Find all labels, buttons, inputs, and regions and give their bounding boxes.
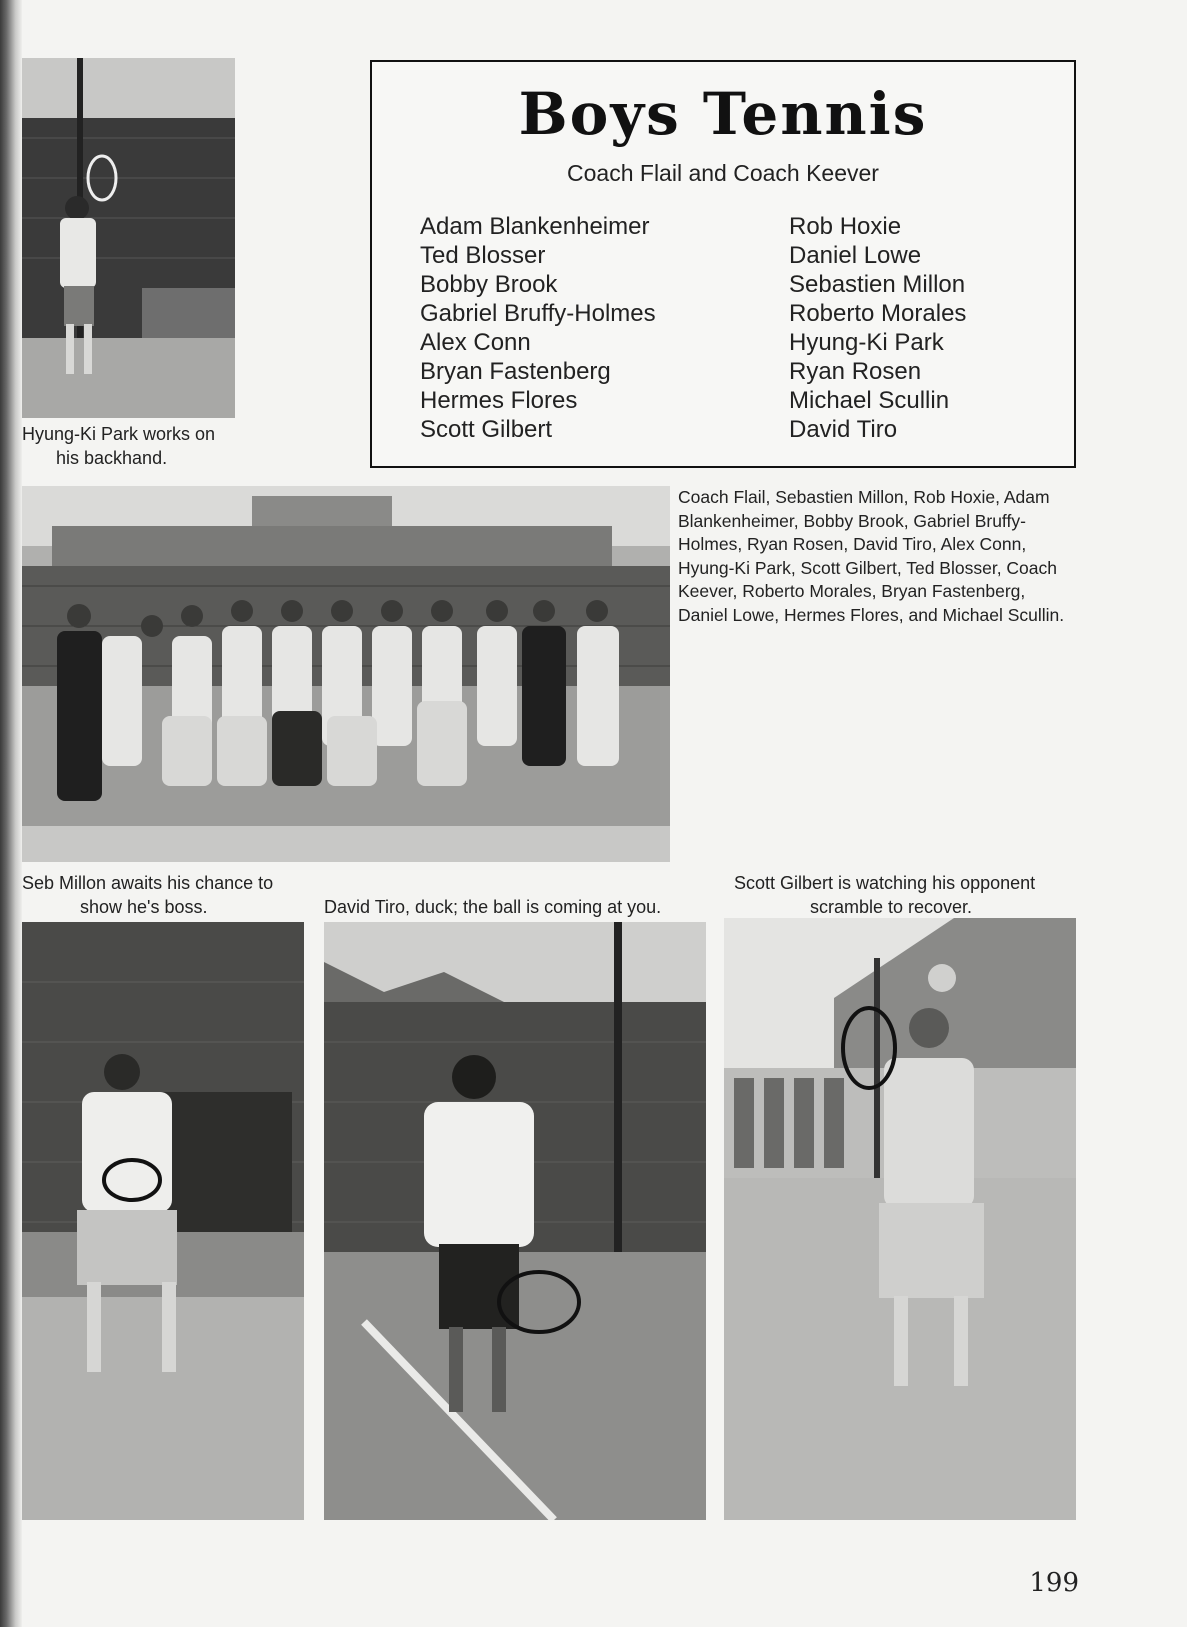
roster-name: Ryan Rosen — [789, 358, 922, 385]
caption-tiro: David Tiro, duck; the ball is coming at you. — [324, 897, 662, 917]
roster-name: Adam Blankenheimer — [420, 213, 650, 240]
photo-david-tiro — [324, 922, 706, 1520]
roster-left-column — [420, 212, 656, 444]
coaches-subtitle: Coach Flail and Coach Keever — [567, 160, 879, 186]
roster-name: Ted Blosser — [420, 242, 546, 269]
photo-park-backhand — [22, 58, 235, 418]
roster-name: Roberto Morales — [789, 300, 967, 327]
caption-seb-line2: show he's boss. — [80, 897, 208, 917]
roster-name: Hyung-Ki Park — [789, 329, 944, 356]
roster-name: Michael Scullin — [789, 387, 950, 414]
roster-name: Hermes Flores — [420, 387, 578, 414]
page-binding-edge — [0, 0, 22, 1627]
roster-right-column — [789, 212, 966, 444]
roster-name: Rob Hoxie — [789, 213, 902, 240]
roster-name: Bryan Fastenberg — [420, 358, 611, 385]
caption-team: Coach Flail, Sebastien Millon, Rob Hoxie, Adam Blankenheimer, Bobby Brook, Gabriel Bruffy-Holmes, Ryan Rosen, David Tiro, Alex Conn, Hyung-Ki Park, Scott Gilbert, Ted Blosser, Coach Keever, Roberto Morales, Bryan Fastenberg, Daniel Lowe, Hermes Flores, and Michael Scullin. — [678, 487, 1065, 625]
caption-gilbert-line1: Scott Gilbert is watching his opponent — [734, 873, 1036, 893]
caption-gilbert-line2: scramble to recover. — [810, 897, 973, 917]
photo-scott-gilbert — [724, 918, 1076, 1520]
caption-park-line2: his backhand. — [56, 448, 168, 468]
roster-name: Gabriel Bruffy-Holmes — [420, 300, 656, 327]
roster-name: Alex Conn — [420, 329, 531, 356]
caption-park-line1: Hyung-Ki Park works on — [22, 424, 216, 444]
photo-seb-millon — [22, 922, 304, 1520]
page-number: 199 — [1029, 1568, 1079, 1598]
roster-name: Bobby Brook — [420, 271, 558, 298]
page-title: Boys Tennis — [518, 80, 928, 148]
title-box — [370, 60, 1076, 468]
caption-seb-line1: Seb Millon awaits his chance to — [22, 873, 274, 893]
roster-name: David Tiro — [789, 416, 898, 443]
roster-name: Daniel Lowe — [789, 242, 922, 269]
roster-name: Sebastien Millon — [789, 271, 966, 298]
roster-name: Scott Gilbert — [420, 416, 553, 443]
photo-team — [22, 486, 670, 862]
